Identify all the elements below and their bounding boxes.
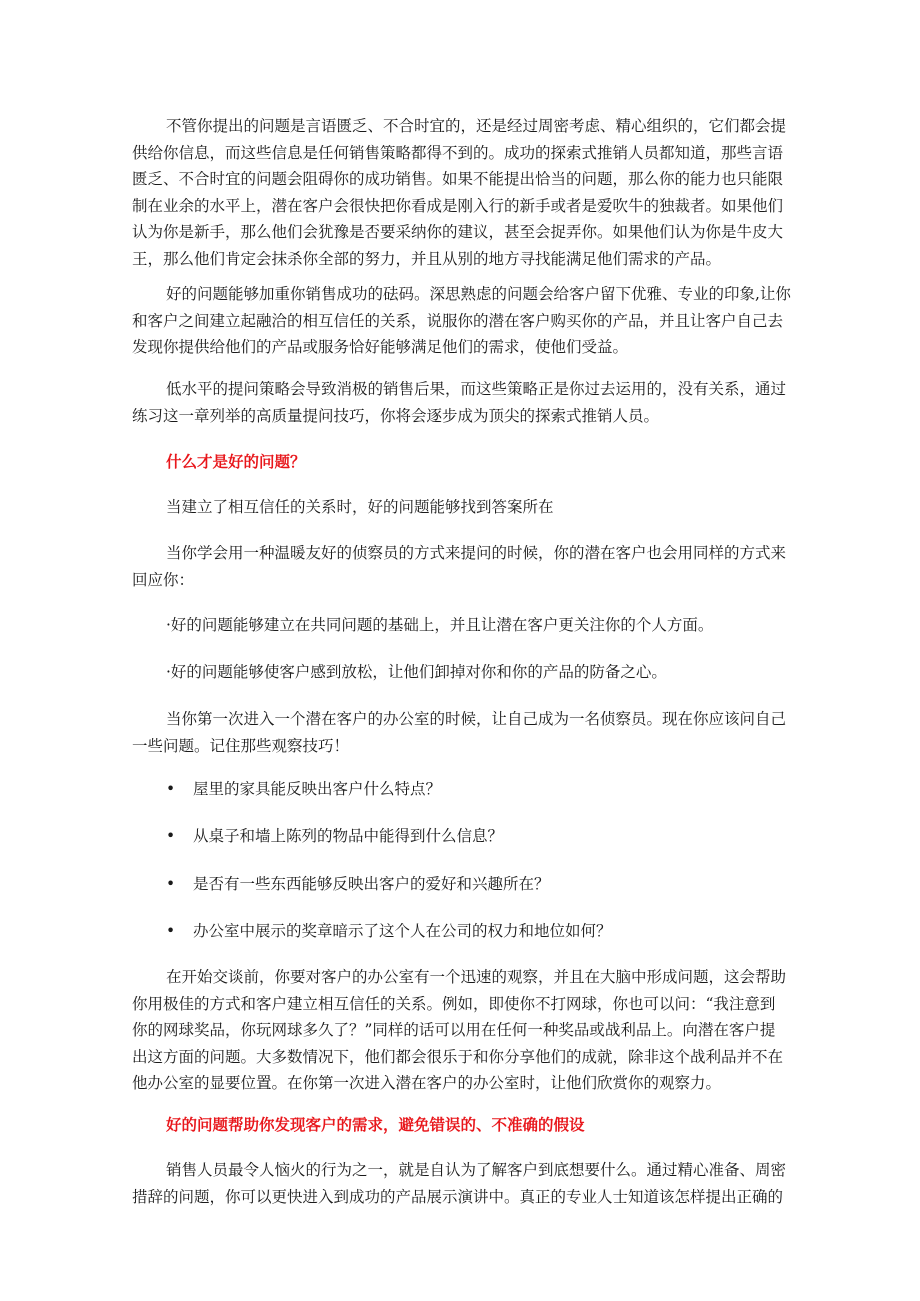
paragraph-line: 当你学会用一种温暖友好的侦察员的方式来提问的时候，你的潜在客户也会用同样的方式来 — [166, 544, 787, 562]
paragraph-line: 不管你提出的问题是言语匮乏、不合时宜的，还是经过周密考虑、精心组织的，它们都会提 — [166, 117, 787, 135]
paragraph-line: 制在业余的水平上，潜在客户会很快把你看成是刚入行的新手或者是爱吹牛的独裁者。如果他们 — [132, 196, 784, 215]
section-heading-discover-needs: 好的问题帮助你发现客户的需求，避免错误的、不准确的假设 — [166, 1115, 585, 1134]
paragraph-line: 当你第一次进入一个潜在客户的办公室的时候，让自己成为一名侦察员。现在你应该问自己 — [166, 710, 787, 728]
bullet-item-2 — [166, 823, 503, 849]
paragraph-3 — [132, 376, 787, 429]
paragraph-6 — [132, 706, 787, 759]
paragraph-line: 发现你提供给他们的产品或服务恰好能够满足他们的需求，使他们受益。 — [132, 338, 629, 356]
paragraph-7 — [132, 964, 787, 1097]
paragraph-line: 匮乏、不合时宜的问题会阻碍你的成功销售。如果不能提出恰当的问题，那么你的能力也只能限 — [132, 170, 784, 188]
bullet-item-1 — [166, 776, 441, 802]
paragraph-line: 在开始交谈前，你要对客户的办公室有一个迅速的观察，并且在大脑中形成问题，这会帮助 — [166, 968, 787, 986]
paragraph-line: 他办公室的显要位置。在你第一次进入潜在客户的办公室时，让他们欣赏你的观察力。 — [132, 1074, 722, 1092]
bullet-icon: • — [166, 922, 176, 940]
paragraph-line: 好的问题能够加重你销售成功的砝码。深思熟虑的问题会给客户留下优雅、专业的印象,让你 — [166, 285, 791, 303]
paragraph-8 — [132, 1157, 787, 1210]
paragraph-1 — [132, 113, 787, 272]
paragraph-4: 当建立了相互信任的关系时，好的问题能够找到答案所在 — [166, 498, 554, 516]
bullet-text: 屋里的家具能反映出客户什么特点？ — [193, 780, 442, 798]
dot-item-2: ·好的问题能够使客户感到放松，让他们卸掉对你和你的产品的防备之心。 — [166, 663, 667, 681]
bullet-text: 办公室中展示的奖章暗示了这个人在公司的权力和地位如何？ — [193, 922, 612, 940]
paragraph-line: 出这方面的问题。大多数情况下，他们都会很乐于和你分享他们的成就，除非这个战利品并不在 — [132, 1047, 784, 1066]
paragraph-line: 你的网球奖品，你玩网球多久了？”同样的话可以用在任何一种奖品或战利品上。向潜在客户提 — [132, 1021, 776, 1039]
paragraph-line: 供给你信息，而这些信息是任何销售策略都得不到的。成功的探索式推销人员都知道，那些言语 — [132, 143, 784, 162]
section-heading-good-questions: 什么才是好的问题？ — [166, 452, 306, 471]
bullet-item-3 — [166, 871, 550, 897]
paragraph-line: 王，那么他们肯定会抹杀你全部的努力，并且从别的地方寻找能满足他们需求的产品。 — [132, 249, 722, 268]
paragraph-line: 回应你： — [132, 570, 195, 589]
paragraph-line: 认为你是新手，那么他们会犹豫是否要采纳你的建议，甚至会捉弄你。如果他们认为你是牛皮大 — [132, 223, 784, 241]
bullet-icon: • — [166, 875, 176, 893]
dot-item-1: ·好的问题能够建立在共同问题的基础上，并且让潜在客户更关注你的个人方面。 — [166, 616, 714, 634]
bullet-item-4 — [166, 918, 612, 944]
paragraph-line: 措辞的问题，你可以更快进入到成功的产品展示演讲中。真正的专业人士知道该怎样提出正确的 — [132, 1187, 784, 1206]
bullet-icon: • — [166, 827, 176, 845]
bullet-text: 从桌子和墙上陈列的物品中能得到什么信息？ — [193, 827, 504, 845]
bullet-icon: • — [166, 780, 176, 798]
paragraph-line: 练习这一章列举的高质量提问技巧，你将会逐步成为顶尖的探索式推销人员。 — [132, 406, 660, 425]
paragraph-line: 销售人员最令人恼火的行为之一，就是自认为了解客户到底想要什么。通过精心准备、周密 — [166, 1161, 787, 1179]
paragraph-line: 你用极佳的方式和客户建立相互信任的关系。例如，即使你不打网球，你也可以问：“我注意到 — [132, 994, 776, 1013]
paragraph-5 — [132, 540, 787, 593]
paragraph-line: 和客户之间建立起融洽的相互信任的关系，说服你的潜在客户购买你的产品，并且让客户自己去 — [132, 311, 784, 330]
bullet-text: 是否有一些东西能够反映出客户的爱好和兴趣所在？ — [193, 875, 550, 893]
paragraph-2 — [132, 281, 791, 361]
paragraph-line: 一些问题。记住那些观察技巧！ — [132, 736, 350, 755]
paragraph-line: 低水平的提问策略会导致消极的销售后果，而这些策略正是你过去运用的，没有关系，通过 — [166, 380, 787, 398]
